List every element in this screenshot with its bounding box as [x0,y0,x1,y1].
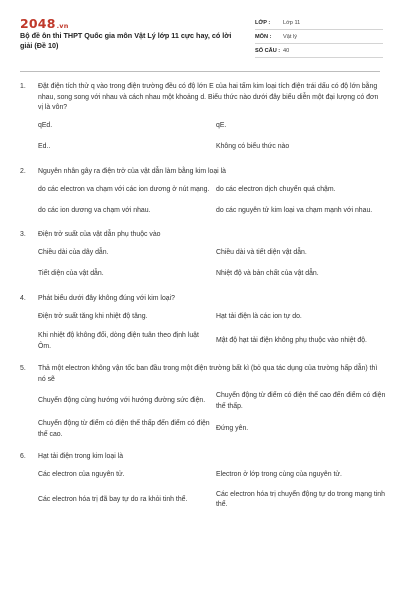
question-text: Phát biểu dưới đây không đúng với kim loại? [38,294,175,302]
answer-option[interactable]: Chiều dài và tiết diện vật dẫn. [216,249,307,257]
question-2 [20,167,380,219]
question-text: Thả một electron không vận tốc ban đầu trong một điện trường bất kì (bỏ qua tác dụng của trường hấp dẫn) thì nó sẽ [38,365,378,383]
answer-options [38,391,386,440]
answer-option[interactable]: Các electron hóa trị đã bay tự do ra khỏi tinh thể. [38,495,188,503]
answer-option[interactable]: qEd. [38,122,53,130]
answer-option[interactable]: Chuyển động từ điểm có điện thế thấp đến điểm có điện thế cao. [38,420,210,438]
answer-option[interactable]: do các electron va chạm với các ion dương ở nút mạng. [38,185,210,193]
answer-option[interactable]: Mật độ hạt tải điện không phụ thuộc vào nhiệt độ. [216,337,367,345]
header-divider [20,71,380,72]
answer-option[interactable]: Không có biểu thức nào [216,143,290,151]
answer-option[interactable]: do các nguyên tử kim loại va chạm mạnh với nhau. [216,206,373,214]
answer-option[interactable]: Các electron của nguyên tử. [38,471,125,479]
logo-suffix-text: .vn [56,22,69,30]
question-3 [20,230,380,282]
answer-option[interactable]: Nhiệt độ và bản chất của vật dẫn. [216,270,319,278]
answer-option[interactable]: Khi nhiệt độ không đổi, dòng điện tuân theo định luật Ôm. [38,332,199,350]
meta-label: MÔN : [255,33,272,40]
answer-option[interactable]: do các electron dịch chuyển quá chậm. [216,185,336,193]
document-header [0,0,400,64]
answer-option[interactable]: Chuyển động từ điểm có điện thế cao đến điểm có điện thế thấp. [216,392,386,410]
document-title: Bộ đề ôn thi THPT Quốc gia môn Vật Lý lớp 11 cực hay, có lời giải (Đề 10) [20,31,232,50]
question-text: Điện trở suất của vật dẫn phụ thuộc vào [38,231,161,238]
answer-option[interactable]: qE. [216,122,227,130]
question-text: Nguyên nhân gây ra điện trở của vật dẫn làm bằng kim loại là [38,167,226,175]
answer-options [38,310,380,352]
question-4 [20,294,380,353]
answer-option[interactable]: Điện trở suất tăng khi nhiệt độ tăng. [38,312,148,320]
answer-option[interactable]: Tiết diện của vật dẫn. [38,270,104,278]
answer-option[interactable]: Chuyển động cùng hướng với hướng đường sức điện. [38,397,206,405]
question-number: 5. [20,365,26,372]
meta-label: SỐ CÂU : [255,47,281,54]
document-meta [255,16,383,58]
answer-option[interactable]: do các ion dương va chạm với nhau. [38,206,151,214]
answer-option[interactable]: Chiều dài của dây dẫn. [38,249,109,257]
answer-option[interactable]: Electron ở lớp trong cùng của nguyên tử. [216,471,342,479]
question-5 [20,364,386,440]
question-6 [20,452,385,511]
meta-row-class [255,16,383,30]
meta-label: LỚP : [255,19,271,26]
question-number: 6. [20,453,26,460]
question-text: Hạt tải điện trong kim loại là [38,453,124,460]
answer-options [38,120,380,155]
answer-option[interactable]: Đứng yên. [216,425,249,433]
meta-row-count [255,44,383,58]
answer-options [38,183,380,218]
question-text: Đặt điện tích thử q vào trong điện trường đều có độ lớn E của hai tấm kim loại tích điện trái dấu có độ lớn bằng nhau, song song với nhau và cách nhau một khoảng d. Biểu thức nào dưới đây biểu diễn một đại lượng có đơn vị là vôn? [38,83,379,111]
question-number: 2. [20,167,26,175]
meta-value: Lớp 11 [283,19,301,26]
answer-option[interactable]: Các electron hóa trị chuyển động tự do trong mạng tinh thể. [216,490,385,508]
question-list [20,82,386,523]
meta-row-subject [255,30,383,44]
meta-value: Vật lý [283,33,297,40]
question-number: 3. [20,231,26,238]
logo-main-text: 2048 [20,16,56,31]
meta-value: 40 [283,47,290,54]
site-logo[interactable] [20,16,69,31]
answer-option[interactable]: Hạt tải điện là các ion tự do. [216,312,302,320]
answer-options [38,247,380,282]
question-1 [20,82,380,155]
question-number: 4. [20,294,26,302]
question-number: 1. [20,83,26,90]
answer-options [38,469,385,511]
answer-option[interactable]: Ed.. [38,143,51,151]
